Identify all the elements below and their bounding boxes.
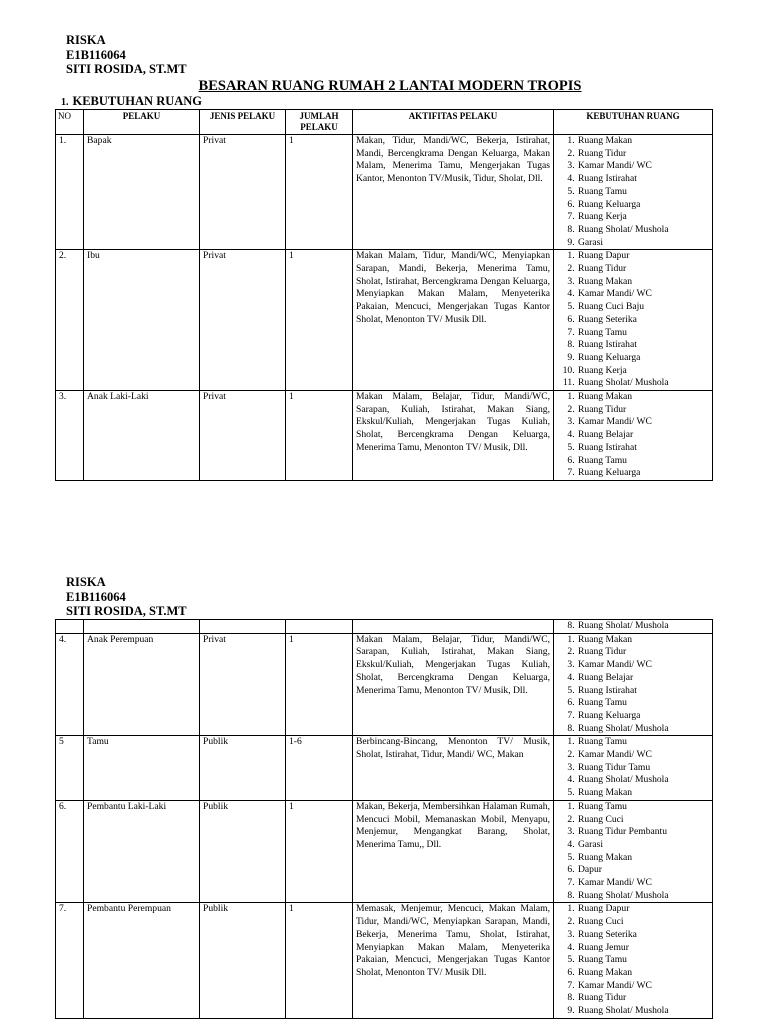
- cell-pelaku: Tamu: [84, 736, 200, 801]
- kebutuhan-ruang-table-page1: [55, 109, 713, 481]
- cell-jumlah: 1: [286, 250, 353, 391]
- kebutuhan-item: 3. Kamar Mandi/ WC: [577, 416, 709, 429]
- cell-aktifitas: Makan, Tidur, Mandi/WC, Bekerja, Istirahat, Mandi, Bercengkrama Dengan Keluarga, Makan Malam, Menerima Tamu, Mengerjakan Tugas Kantor, Menonton TV/Musik, Tidur, Sholat, Dll.: [353, 135, 554, 250]
- cell-jenis: Privat: [200, 135, 286, 250]
- section-number: 1.: [61, 97, 69, 108]
- kebutuhan-item: 1. Ruang Tamu: [577, 801, 709, 814]
- kebutuhan-item: 6. Ruang Keluarga: [577, 199, 709, 212]
- cell-no: 7.: [56, 903, 84, 1018]
- cell-jumlah: [286, 620, 353, 634]
- table-row: [56, 800, 713, 903]
- cell-jenis: Publik: [200, 903, 286, 1018]
- author-name: RISKA: [66, 33, 106, 47]
- cell-kebutuhan: [554, 903, 713, 1018]
- kebutuhan-item: 5. Ruang Makan: [577, 787, 709, 800]
- kebutuhan-list: [557, 801, 709, 903]
- kebutuhan-list: [557, 250, 709, 390]
- col-header-pelaku: PELAKU: [84, 110, 200, 135]
- kebutuhan-item: 2. Ruang Cuci: [577, 814, 709, 827]
- kebutuhan-item: 8. Ruang Sholat/ Mushola: [577, 620, 709, 633]
- kebutuhan-item: 1. Ruang Makan: [577, 135, 709, 148]
- cell-jumlah: 1: [286, 135, 353, 250]
- kebutuhan-item: 1. Ruang Makan: [577, 634, 709, 647]
- kebutuhan-item: 2. Kamar Mandi/ WC: [577, 749, 709, 762]
- cell-jenis: Privat: [200, 250, 286, 391]
- kebutuhan-item: 5. Ruang Makan: [577, 852, 709, 865]
- kebutuhan-item: 4. Ruang Belajar: [577, 672, 709, 685]
- cell-pelaku: Bapak: [84, 135, 200, 250]
- kebutuhan-item: 5. Ruang Cuci Baju: [577, 301, 709, 314]
- col-header-jumlah-pelaku: JUMLAH PELAKU: [286, 110, 353, 135]
- cell-aktifitas: Memasak, Menjemur, Mencuci, Makan Malam, Tidur, Mandi/WC, Menyiapkan Sarapan, Mandi, Bekerja, Menerima Tamu, Sholat, Istirahat, Menyiapkan Makan Malam, Menyeterika Pakaian, Mencuci, Mengerjakan Tugas Kantor Sholat, Menonton TV/ Musik Dll.: [353, 903, 554, 1018]
- document-title: [0, 78, 768, 95]
- author-name: RISKA: [66, 575, 106, 589]
- table-row: [56, 391, 713, 481]
- cell-no: 1.: [56, 135, 84, 250]
- cell-jumlah: 1: [286, 903, 353, 1018]
- cell-aktifitas: Makan Malam, Belajar, Tidur, Mandi/WC, Sarapan, Kuliah, Istirahat, Makan Siang, Ekskul/Kuliah, Mengerjakan Tugas Kuliah, Sholat, Bercengkrama Dengan Keluarga, Menerima Tamu, Menonton TV/ Musik, Dll.: [353, 633, 554, 736]
- col-header-jenis-pelaku: JENIS PELAKU: [200, 110, 286, 135]
- cell-jenis: Privat: [200, 633, 286, 736]
- kebutuhan-item: 6. Ruang Seterika: [577, 314, 709, 327]
- kebutuhan-item: 2. Ruang Tidur: [577, 263, 709, 276]
- cell-pelaku: Anak Laki-Laki: [84, 391, 200, 481]
- cell-no: [56, 620, 84, 634]
- cell-jumlah: 1: [286, 800, 353, 903]
- cell-pelaku: Pembantu Laki-Laki: [84, 800, 200, 903]
- cell-aktifitas: [353, 620, 554, 634]
- kebutuhan-item: 8. Ruang Sholat/ Mushola: [577, 224, 709, 237]
- cell-pelaku: Pembantu Perempuan: [84, 903, 200, 1018]
- kebutuhan-item: 7. Ruang Kerja: [577, 211, 709, 224]
- cell-aktifitas: Makan, Bekerja, Membersihkan Halaman Rumah, Mencuci Mobil, Memanaskan Mobil, Menyapu, Menjemur, Mengangkat Barang, Sholat, Menerima Tamu,, Dll.: [353, 800, 554, 903]
- kebutuhan-item: 8. Ruang Tidur: [577, 992, 709, 1005]
- kebutuhan-item: 3. Ruang Tidur Pembantu: [577, 826, 709, 839]
- cell-kebutuhan: [554, 250, 713, 391]
- cell-jumlah: 1: [286, 391, 353, 481]
- cell-jumlah: 1: [286, 633, 353, 736]
- cell-jenis: Publik: [200, 736, 286, 801]
- kebutuhan-item: 9. Ruang Keluarga: [577, 352, 709, 365]
- kebutuhan-item: 3. Kamar Mandi/ WC: [577, 160, 709, 173]
- kebutuhan-item: 7. Ruang Keluarga: [577, 467, 709, 480]
- kebutuhan-item: 2. Ruang Tidur: [577, 404, 709, 417]
- kebutuhan-item: 5. Ruang Tamu: [577, 186, 709, 199]
- kebutuhan-item: 1. Ruang Tamu: [577, 736, 709, 749]
- cell-kebutuhan: [554, 800, 713, 903]
- col-header-kebutuhan-ruang: KEBUTUHAN RUANG: [554, 110, 713, 135]
- cell-kebutuhan: [554, 391, 713, 481]
- kebutuhan-item: 1. Ruang Dapur: [577, 250, 709, 263]
- header-page1: [66, 33, 187, 77]
- kebutuhan-item: 7. Ruang Keluarga: [577, 710, 709, 723]
- table-row: [56, 633, 713, 736]
- kebutuhan-ruang-table-page2: [55, 619, 713, 1019]
- col-header-no: NO: [56, 110, 84, 135]
- kebutuhan-item: 6. Dapur: [577, 864, 709, 877]
- cell-kebutuhan: [554, 633, 713, 736]
- kebutuhan-list: [557, 736, 709, 800]
- kebutuhan-list: [557, 903, 709, 1017]
- kebutuhan-list: [557, 391, 709, 480]
- table-row: [56, 135, 713, 250]
- kebutuhan-item: 9. Garasi: [577, 237, 709, 250]
- cell-aktifitas: Berbincang-Bincang, Menonton TV/ Musik, Sholat, Istirahat, Tidur, Mandi/ WC, Makan: [353, 736, 554, 801]
- kebutuhan-item: 4. Garasi: [577, 839, 709, 852]
- table-row: [56, 903, 713, 1018]
- kebutuhan-item: 6. Ruang Tamu: [577, 455, 709, 468]
- cell-no: 6.: [56, 800, 84, 903]
- cell-pelaku: [84, 620, 200, 634]
- cell-jenis: [200, 620, 286, 634]
- table-header-row: [56, 110, 713, 135]
- kebutuhan-item: 6. Ruang Makan: [577, 967, 709, 980]
- cell-jenis: Publik: [200, 800, 286, 903]
- kebutuhan-item: 9. Ruang Sholat/ Mushola: [577, 1005, 709, 1018]
- kebutuhan-item: 5. Ruang Tamu: [577, 954, 709, 967]
- kebutuhan-item: 5. Ruang Istirahat: [577, 442, 709, 455]
- kebutuhan-item: 3. Ruang Tidur Tamu: [577, 762, 709, 775]
- section-title: KEBUTUHAN RUANG: [72, 94, 203, 108]
- kebutuhan-item: 10. Ruang Kerja: [577, 365, 709, 378]
- kebutuhan-list: [557, 135, 709, 249]
- document-title-text: BESARAN RUANG RUMAH 2 LANTAI MODERN TROPIS: [198, 78, 582, 94]
- kebutuhan-list: [557, 634, 709, 736]
- supervisor-name: SITI ROSIDA, ST.MT: [66, 604, 187, 618]
- cell-no: 3.: [56, 391, 84, 481]
- kebutuhan-item: 1. Ruang Makan: [577, 391, 709, 404]
- cell-kebutuhan: [554, 135, 713, 250]
- kebutuhan-item: 8. Ruang Istirahat: [577, 339, 709, 352]
- cell-no: 4.: [56, 633, 84, 736]
- table-row: [56, 736, 713, 801]
- kebutuhan-item: 11. Ruang Sholat/ Mushola: [577, 377, 709, 390]
- kebutuhan-item: 5. Ruang Istirahat: [577, 685, 709, 698]
- kebutuhan-item: 7. Kamar Mandi/ WC: [577, 980, 709, 993]
- supervisor-name: SITI ROSIDA, ST.MT: [66, 62, 187, 76]
- kebutuhan-item: 3. Ruang Makan: [577, 276, 709, 289]
- kebutuhan-item: 8. Ruang Sholat/ Mushola: [577, 723, 709, 736]
- kebutuhan-item: 4. Ruang Sholat/ Mushola: [577, 774, 709, 787]
- kebutuhan-item: 2. Ruang Cuci: [577, 916, 709, 929]
- kebutuhan-item: 6. Ruang Tamu: [577, 697, 709, 710]
- col-header-aktifitas-pelaku: AKTIFITAS PELAKU: [353, 110, 554, 135]
- kebutuhan-item: 3. Ruang Seterika: [577, 929, 709, 942]
- kebutuhan-item: 8. Ruang Sholat/ Mushola: [577, 890, 709, 903]
- cell-kebutuhan: [554, 736, 713, 801]
- kebutuhan-item: 7. Kamar Mandi/ WC: [577, 877, 709, 890]
- cell-kebutuhan: [554, 620, 713, 634]
- cell-pelaku: Anak Perempuan: [84, 633, 200, 736]
- header-page2: [66, 575, 187, 619]
- kebutuhan-item: 4. Ruang Istirahat: [577, 173, 709, 186]
- kebutuhan-list: [557, 620, 709, 633]
- kebutuhan-item: 4. Kamar Mandi/ WC: [577, 288, 709, 301]
- cell-jenis: Privat: [200, 391, 286, 481]
- cell-jumlah: 1-6: [286, 736, 353, 801]
- kebutuhan-item: 1. Ruang Dapur: [577, 903, 709, 916]
- kebutuhan-item: 2. Ruang Tidur: [577, 148, 709, 161]
- kebutuhan-item: 7. Ruang Tamu: [577, 327, 709, 340]
- student-id: E1B116064: [66, 47, 126, 62]
- kebutuhan-item: 2. Ruang Tidur: [577, 646, 709, 659]
- table-row: [56, 250, 713, 391]
- student-id: E1B116064: [66, 589, 126, 604]
- cell-no: 5: [56, 736, 84, 801]
- kebutuhan-item: 4. Ruang Jemur: [577, 942, 709, 955]
- kebutuhan-item: 4. Ruang Belajar: [577, 429, 709, 442]
- cell-aktifitas: Makan Malam, Belajar, Tidur, Mandi/WC, Sarapan, Kuliah, Istirahat, Makan Siang, Ekskul/Kuliah, Mengerjakan Tugas Kuliah, Sholat, Bercengkrama Dengan Keluarga, Menerima Tamu, Menonton TV/ Musik, Dll.: [353, 391, 554, 481]
- kebutuhan-item: 3. Kamar Mandi/ WC: [577, 659, 709, 672]
- table-row-carryover: [56, 620, 713, 634]
- section-heading: [61, 94, 202, 109]
- cell-no: 2.: [56, 250, 84, 391]
- cell-pelaku: Ibu: [84, 250, 200, 391]
- cell-aktifitas: Makan Malam, Tidur, Mandi/WC, Menyiapkan Sarapan, Mandi, Bekerja, Menerima Tamu, Sholat, Istirahat, Bercengkrama Dengan Keluarga, Menyiapkan Makan Malam, Menyeterika Pakaian, Mencuci, Mengerjakan Tugas Kantor Sholat, Menonton TV/ Musik Dll.: [353, 250, 554, 391]
